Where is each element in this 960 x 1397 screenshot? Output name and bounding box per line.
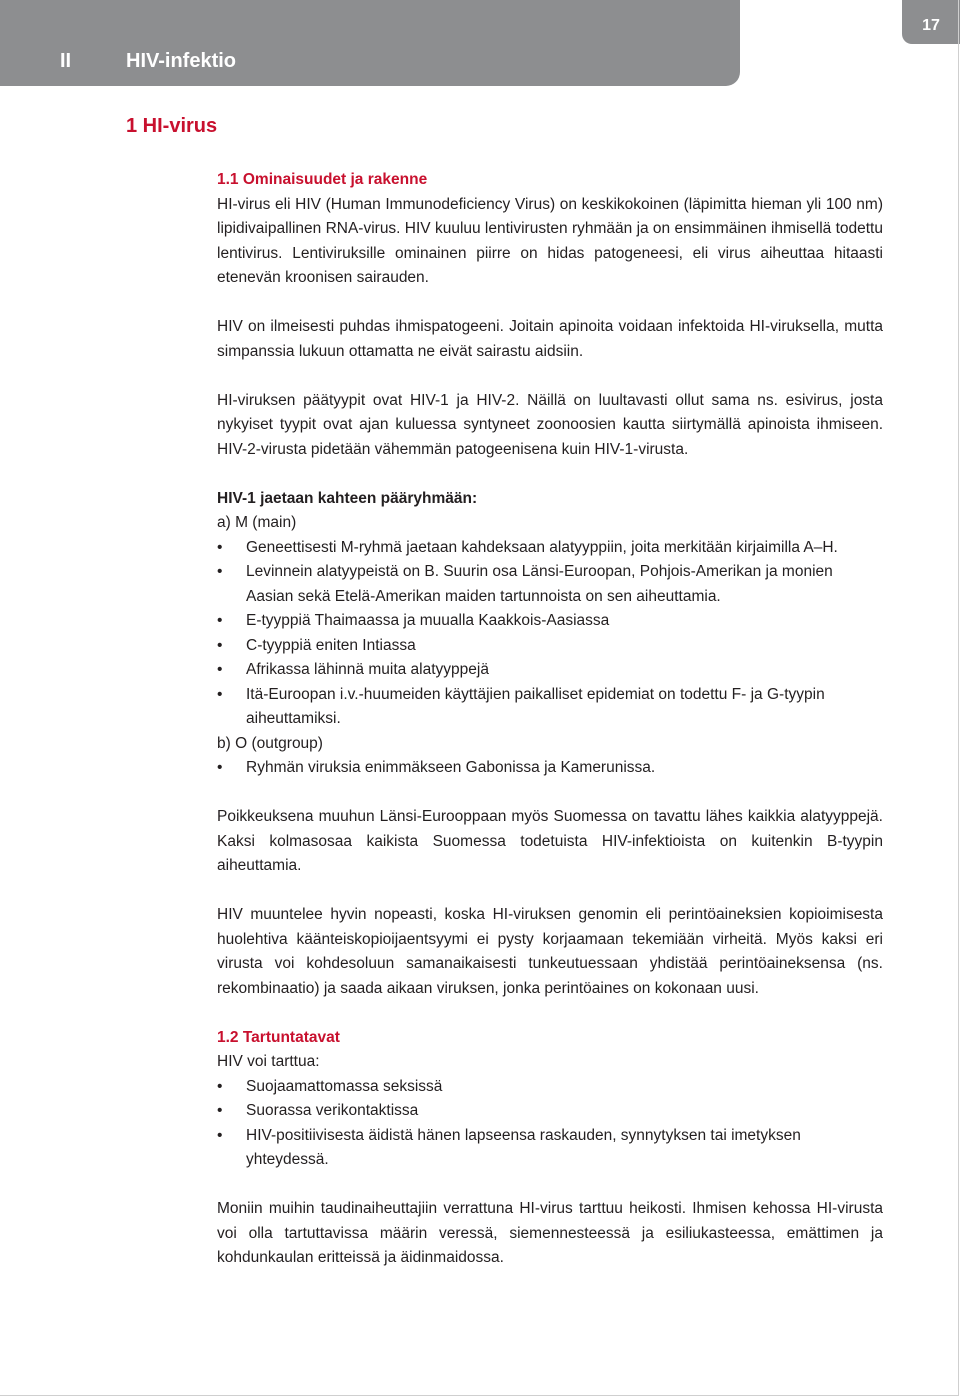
chapter-number: II — [60, 50, 72, 72]
bullet-list — [217, 1075, 883, 1173]
list-item: • Geneettisesti M-ryhmä jaetaan kahdeksaan alatyyppiin, joita merkitään kirjaimilla A–H. — [217, 536, 883, 561]
subsection-heading-1-1: 1.1 Ominaisuudet ja rakenne — [217, 171, 428, 188]
paragraph: Poikkeuksena muuhun Länsi-Eurooppaan myös Suomessa on tavattu lähes kaikkia alatyyppejä. Kaksi kolmasosaa kaikista Suomessa todetuista HIV-infektioista on kuitenkin B-tyypin aiheuttamia. — [217, 808, 883, 874]
paragraph: HI-virus eli HIV (Human Immunodeficiency Virus) on keskikokoinen (läpimitta hieman yli 100 nm) lipidivaipallinen RNA-virus. HIV kuuluu lentivirusten ryhmään ja on ensimmäinen ihmisellä todettu lentivirus. Lentiviruksille ominainen piirre on hidas patogeneesi, eli virus aiheuttaa hitaasti etenevän kroonisen sairauden. — [217, 195, 883, 286]
bullet-list — [217, 756, 883, 781]
groups-heading: HIV-1 jaetaan kahteen pääryhmään: — [217, 489, 478, 507]
paragraph: HI-viruksen päätyypit ovat HIV-1 ja HIV-2. Näillä on luultavasti ollut sama ns. esivirus, josta nykyiset tyypit ovat ajan kuluessa syntyneet zoonoosien kautta siirtymällä apinoista ihmiseen. HIV-2-virusta pidetään vähemmän patogeenisena kuin HIV-1-virusta. — [217, 391, 883, 458]
chapter-title: HIV-infektio — [126, 50, 237, 72]
group-label: a) M (main) — [217, 514, 297, 531]
section-title: 1 HI-virus — [126, 115, 218, 137]
group-label: b) O (outgroup) — [217, 734, 323, 752]
list-item: • Itä-Euroopan i.v.-huumeiden käyttäjien paikalliset epidemiat on todettu F- ja G-tyypin aiheuttamiksi. — [217, 683, 883, 732]
paragraph: HIV muuntelee hyvin nopeasti, koska HI-viruksen genomin eli perintöaineksien kopioimisesta huolehtiva käänteiskopioijaentsyymi ei pysty korjaamaan tekemiään virheitä. Myös kaksi eri virusta voi kohdesoluun samanaikaisesti tunkeutuessaan yhdistää perintöaineksensa (ns. rekombinaatio) ja saada aikaan viruksen, jonka perintöaines on kokonaan uusi. — [217, 906, 883, 997]
list-item: • Suorassa verikontaktissa — [217, 1099, 883, 1124]
page-number: 17 — [902, 0, 960, 44]
chapter-header-band — [0, 0, 740, 86]
list-item: • C-tyyppiä eniten Intiassa — [217, 634, 883, 659]
paragraph: HIV on ilmeisesti puhdas ihmispatogeeni. Joitain apinoita voidaan infektoida HI-viruksella, mutta simpanssia lukuun ottamatta ne eivät sairastu aidsiin. — [217, 318, 883, 360]
paragraph: Moniin muihin taudinaiheuttajiin verrattuna HI-virus tarttuu heikosti. Ihmisen kehossa HI-virusta voi olla tartuttavissa määrin veressä, siemennesteessä ja esiliukasteessa, emättimen ja kohdunkaulan eritteissä ja äidinmaidossa. — [217, 1200, 883, 1266]
list-item: • HIV-positiivisesta äidistä hänen lapseensa raskauden, synnytyksen tai imetyksen yhteydessä. — [217, 1124, 883, 1173]
paragraph: HIV voi tarttua: — [217, 1053, 320, 1070]
main-content — [217, 168, 883, 1271]
subsection-heading-1-2: 1.2 Tartuntatavat — [217, 1028, 340, 1046]
list-item: • Levinnein alatyypeistä on B. Suurin osa Länsi-Euroopan, Pohjois-Amerikan ja monien Aasian sekä Etelä-Amerikan maiden tartunnoista on sen aiheuttamia. — [217, 560, 883, 609]
list-item: • Suojaamattomassa seksissä — [217, 1075, 883, 1100]
bullet-list — [217, 536, 883, 732]
list-item: • Ryhmän viruksia enimmäkseen Gabonissa ja Kamerunissa. — [217, 756, 883, 781]
list-item: • Afrikassa lähinnä muita alatyyppejä — [217, 658, 883, 683]
list-item: • E-tyyppiä Thaimaassa ja muualla Kaakkois-Aasiassa — [217, 609, 883, 634]
